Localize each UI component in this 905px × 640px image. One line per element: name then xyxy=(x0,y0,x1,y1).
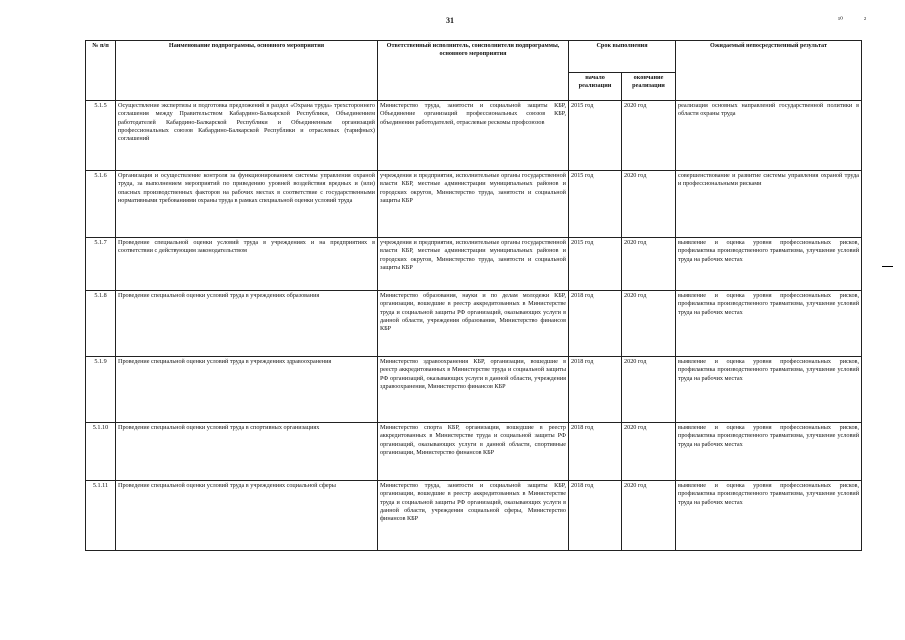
table-cell-start: 2015 год xyxy=(569,238,622,291)
table-row xyxy=(86,238,862,291)
table-cell-end: 2020 год xyxy=(622,101,676,171)
table-cell-start: 2018 год xyxy=(569,291,622,357)
table-cell-num: 5.1.11 xyxy=(86,481,116,551)
table-cell-executor: учреждения и предприятия, исполнительные органы государственной власти КБР, местные администрации муниципальных районов и городских округов, Министерство труда, занятости и социальной защиты КБР xyxy=(378,238,569,291)
table-cell-result: выявление и оценка уровня профессиональных рисков, профилактика производственного травматизма, улучшение условий труда на рабочих местах xyxy=(676,423,862,481)
header-term-end: окончание реализации xyxy=(622,73,676,101)
table-cell-result: выявление и оценка уровня профессиональных рисков, профилактика производственного травматизма, улучшение условий труда на рабочих местах xyxy=(676,357,862,423)
table-cell-executor: Министерство здравоохранения КБР, организации, вошедшие в реестр аккредитованных в Министерстве труда и социальной защиты РФ организаций, оказывающих услуги в данной области, учреждения здравоохранения, Министерство финансов КБР xyxy=(378,357,569,423)
table-cell-start: 2018 год xyxy=(569,481,622,551)
table-cell-end: 2020 год xyxy=(622,481,676,551)
table-cell-result: выявление и оценка уровня профессиональных рисков, профилактика производственного травматизма, улучшение условий труда на рабочих местах xyxy=(676,291,862,357)
table-row xyxy=(86,171,862,238)
table-cell-num: 5.1.5 xyxy=(86,101,116,171)
table-cell-end: 2020 год xyxy=(622,171,676,238)
table-cell-executor: Министерство труда, занятости и социальной защиты КБР, организации, вошедшие в реестр аккредитованных в Министерстве труда и социальной защиты РФ организаций, оказывающих услуги в данной области, учреждения социальной сферы, Министерство финансов КБР xyxy=(378,481,569,551)
margin-dash xyxy=(882,266,893,267)
header-row xyxy=(86,41,862,73)
table-cell-result: выявление и оценка уровня профессиональных рисков, профилактика производственного травматизма, улучшение условий труда на рабочих местах xyxy=(676,481,862,551)
header-term: Срок выполнения xyxy=(569,41,676,73)
table-cell-name: Проведение специальной оценки условий труда в учреждениях образования xyxy=(116,291,378,357)
table-cell-end: 2020 год xyxy=(622,357,676,423)
table-body xyxy=(86,101,862,551)
table-cell-start: 2015 год xyxy=(569,171,622,238)
table-row xyxy=(86,101,862,171)
table-cell-end: 2020 год xyxy=(622,238,676,291)
header-num: № п/п xyxy=(86,41,116,101)
header-executor: Ответственный исполнитель, соисполнители подпрограммы, основного мероприятия xyxy=(378,41,569,101)
table-cell-num: 5.1.6 xyxy=(86,171,116,238)
table-cell-num: 5.1.8 xyxy=(86,291,116,357)
measures-table xyxy=(85,40,862,551)
table-cell-num: 5.1.7 xyxy=(86,238,116,291)
table-cell-start: 2018 год xyxy=(569,357,622,423)
table-row xyxy=(86,291,862,357)
header-result: Ожидаемый непосредственный результат xyxy=(676,41,862,101)
header-term-start: начало реализации xyxy=(569,73,622,101)
table-cell-name: Организация и осуществление контроля за функционированием системы управления охраной труда, за выполнением мероприятий по приведению уровней воздействия вредных и (или) опасных производственных факторов на рабочих местах в соответствие с государственными нормативными требованиями охраны труда в рамках специальной оценки условий труда xyxy=(116,171,378,238)
table-cell-num: 5.1.9 xyxy=(86,357,116,423)
table-cell-name: Проведение специальной оценки условий труда в учреждениях и на предприятиях в соответствии с действующим законодательством xyxy=(116,238,378,291)
table-cell-result: выявление и оценка уровня профессиональных рисков, профилактика производственного травматизма, улучшение условий труда на рабочих местах xyxy=(676,238,862,291)
table-cell-name: Проведение специальной оценки условий труда в учреждениях здравоохранения xyxy=(116,357,378,423)
table-row xyxy=(86,423,862,481)
table-cell-end: 2020 год xyxy=(622,291,676,357)
header-name: Наименование подпрограммы, основного мероприятия xyxy=(116,41,378,101)
page-number: 31 xyxy=(446,16,454,25)
table-cell-result: совершенствование и развитие системы управления охраной труда и профессиональными рисками xyxy=(676,171,862,238)
table-cell-end: 2020 год xyxy=(622,423,676,481)
table-cell-num: 5.1.10 xyxy=(86,423,116,481)
table-cell-start: 2015 год xyxy=(569,101,622,171)
table-cell-executor: учреждения и предприятия, исполнительные органы государственной власти КБР, местные администрации муниципальных районов и городских округов, Министерство труда, занятости и социальной защиты КБР xyxy=(378,171,569,238)
table-cell-name: Проведение специальной оценки условий труда в учреждениях социальной сферы xyxy=(116,481,378,551)
table-cell-name: Проведение специальной оценки условий труда в спортивных организациях xyxy=(116,423,378,481)
table-cell-executor: Министерство спорта КБР, организации, вошедшие в реестр аккредитованных в Министерстве труда и социальной защиты РФ организаций, оказывающих услуги в данной области, спортивные организации, Министерство финансов КБР xyxy=(378,423,569,481)
corner-mark: ² xyxy=(864,16,867,24)
corner-mark: ¹⁰ xyxy=(838,16,843,24)
table-cell-executor: Министерство труда, занятости и социальной защиты КБР, Объединение организаций профессиональных союзов КБР, объединения работодателей, отраслевые рескомы профсоюзов xyxy=(378,101,569,171)
table-row xyxy=(86,481,862,551)
table-cell-start: 2018 год xyxy=(569,423,622,481)
table-cell-executor: Министерство образования, науки и по делам молодежи КБР, организации, вошедшие в реестр аккредитованных в Министерстве труда и социальной защиты РФ организаций, оказывающих услуги в данной области, учреждения образования, Министерство финансов КБР xyxy=(378,291,569,357)
table-cell-name: Осуществление экспертизы и подготовка предложений в раздел «Охрана труда» трехстороннего соглашения между Правительством Кабардино-Балкарской Республики, Объединением работодателей Кабардино-Балкарской Республики и Объединенным организаций профессиональных союзов Кабардино-Балкарской Республики и отраслевых (тарифных) соглашений xyxy=(116,101,378,171)
table-row xyxy=(86,357,862,423)
table-cell-result: реализация основных направлений государственной политики в области охраны труда xyxy=(676,101,862,171)
